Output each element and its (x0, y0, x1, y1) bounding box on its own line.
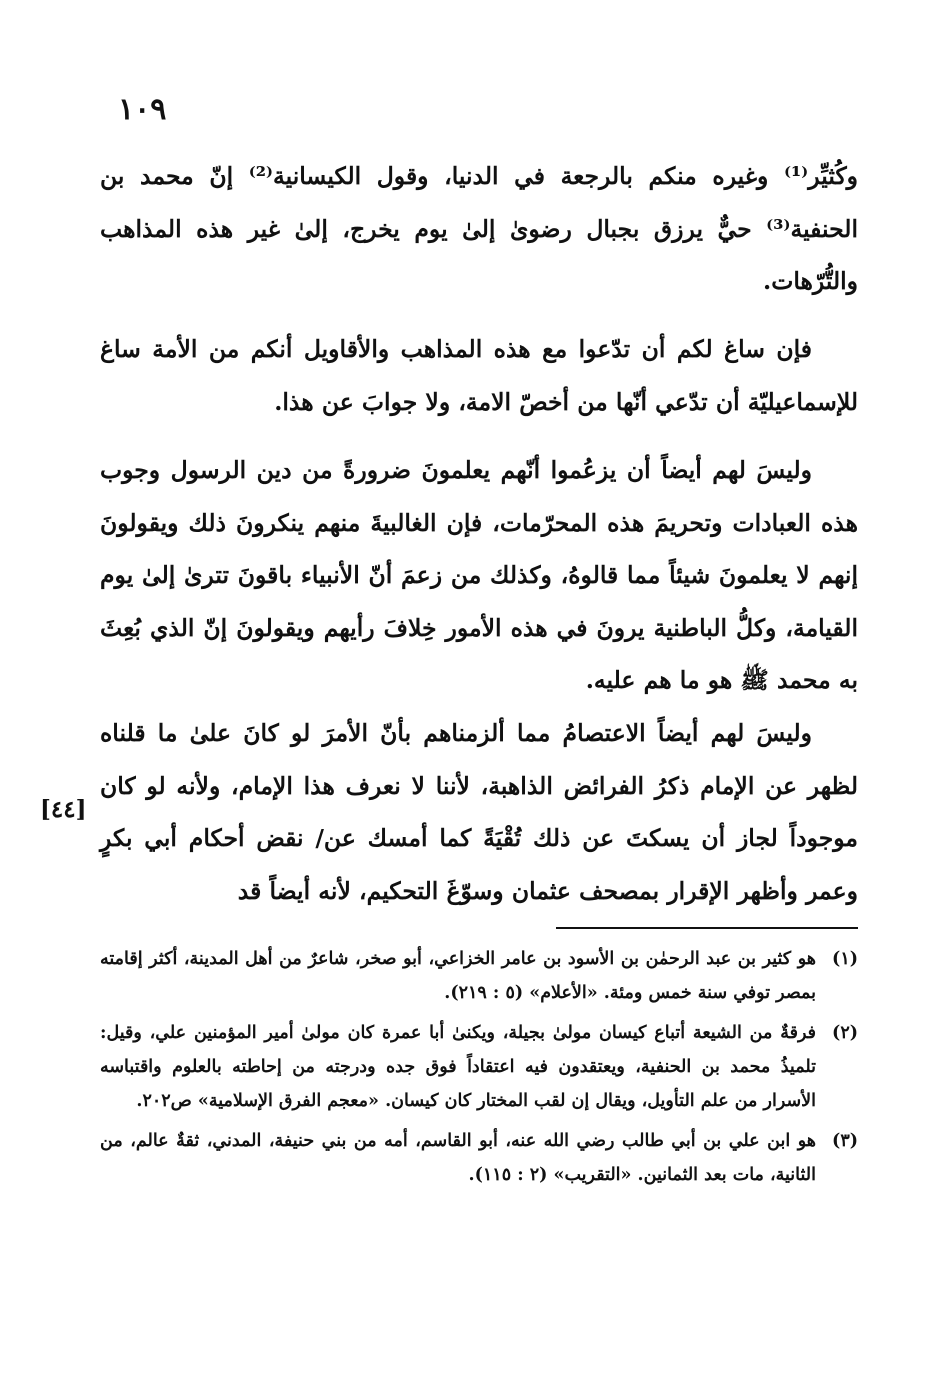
footnote-divider (556, 927, 858, 929)
paragraph-2: فإن ساغ لكم أن تدّعوا مع هذه المذاهب والأقاويل أنكم من الأمة ساغ للإسماعيليّة أن تدّعي أنّها من أخصّ الامة، ولا جوابَ عن هذا. (100, 335, 858, 416)
footnote-number: (٢) (832, 1023, 858, 1043)
footnote-2 (100, 1016, 858, 1118)
footnote-text: هو كثير بن عبد الرحمٰن بن الأسود بن عامر الخزاعي، أبو صخر، شاعرٌ من أهل المدينة، أكثر إقامته بمصر توفي سنة خمس ومئة. «الأعلام» (٥ : ٢١٩). (100, 949, 816, 1003)
paragraph-1: وكُثيِّر⁽¹⁾ وغيره منكم بالرجعة في الدنيا، وقول الكيسانية⁽²⁾ إنّ محمد بن الحنفية⁽³⁾ حيٌّ يرزق بجبال رضوىٰ إلىٰ يوم يخرج، إلىٰ غير هذه المذاهب والتُّرّهات. (100, 162, 858, 295)
footnote-text: هو ابن علي بن أبي طالب رضي الله عنه، أبو القاسم، أمه من بني حنيفة، المدني، ثقةٌ عالم، من الثانية، مات بعد الثمانين. «التقريب» (٢ : ١١٥). (100, 1131, 816, 1185)
manuscript-page-marker: [٤٤] (40, 796, 87, 823)
footnote-3 (100, 1124, 858, 1192)
footnote-text: فرقةٌ من الشيعة أتباع كيسان مولىٰ بجيلة، ويكنىٰ أبا عمرة كان مولىٰ أمير المؤمنين علي، وقيل: تلميذُ محمد بن الحنفية، ويعتقدون فيه اعتقاداً فوق جده ودرجته من إحاطته بالعلوم واقتباسه الأسرار من علم التأويل، ويقال إن لقب المختار كان كيسان. «معجم الفرق الإسلامية» ص٢٠٢. (100, 1023, 816, 1111)
paragraph-4: وليسَ لهم أيضاً الاعتصامُ مما ألزمناهم بأنّ الأمرَ لو كانَ علىٰ ما قلناه لظهر عن الإمام ذكرُ الفرائض الذاهبة، لأننا لا نعرف هذا الإمام، ولأنه لو كان موجوداً لجاز أن يسكتَ عن ذلك تُقْيَةً كما أمسك عن/ نقض أحكام أبي بكرٍ وعمر وأظهر الإقرار بمصحف عثمان وسوّغَ التحكيم، لأنه أيضاً قد (100, 719, 858, 905)
paragraph-3: وليسَ لهم أيضاً أن يزعُموا أنّهم يعلمونَ ضرورةً من دين الرسول وجوب هذه العبادات وتحريمَ هذه المحرّمات، فإن الغالبيةَ منهم ينكرونَ ذلك ويقولونَ إنهم لا يعلمونَ شيئاً مما قالوهُ، وكذلك من زعمَ أنّ الأنبياء باقونَ تترىٰ إلىٰ يوم القيامة، وكلُّ الباطنية يرونَ في هذه الأمور خِلافَ رأيهم ويقولونَ إنّ الذي بُعِثَ به محمد ﷺ هو ما هم عليه. (100, 456, 858, 694)
footnote-1 (100, 942, 858, 1010)
footnote-number: (٣) (832, 1131, 858, 1151)
footnote-number: (١) (832, 949, 858, 969)
footnotes (100, 942, 858, 1198)
page-number: ١٠٩ (118, 92, 167, 127)
